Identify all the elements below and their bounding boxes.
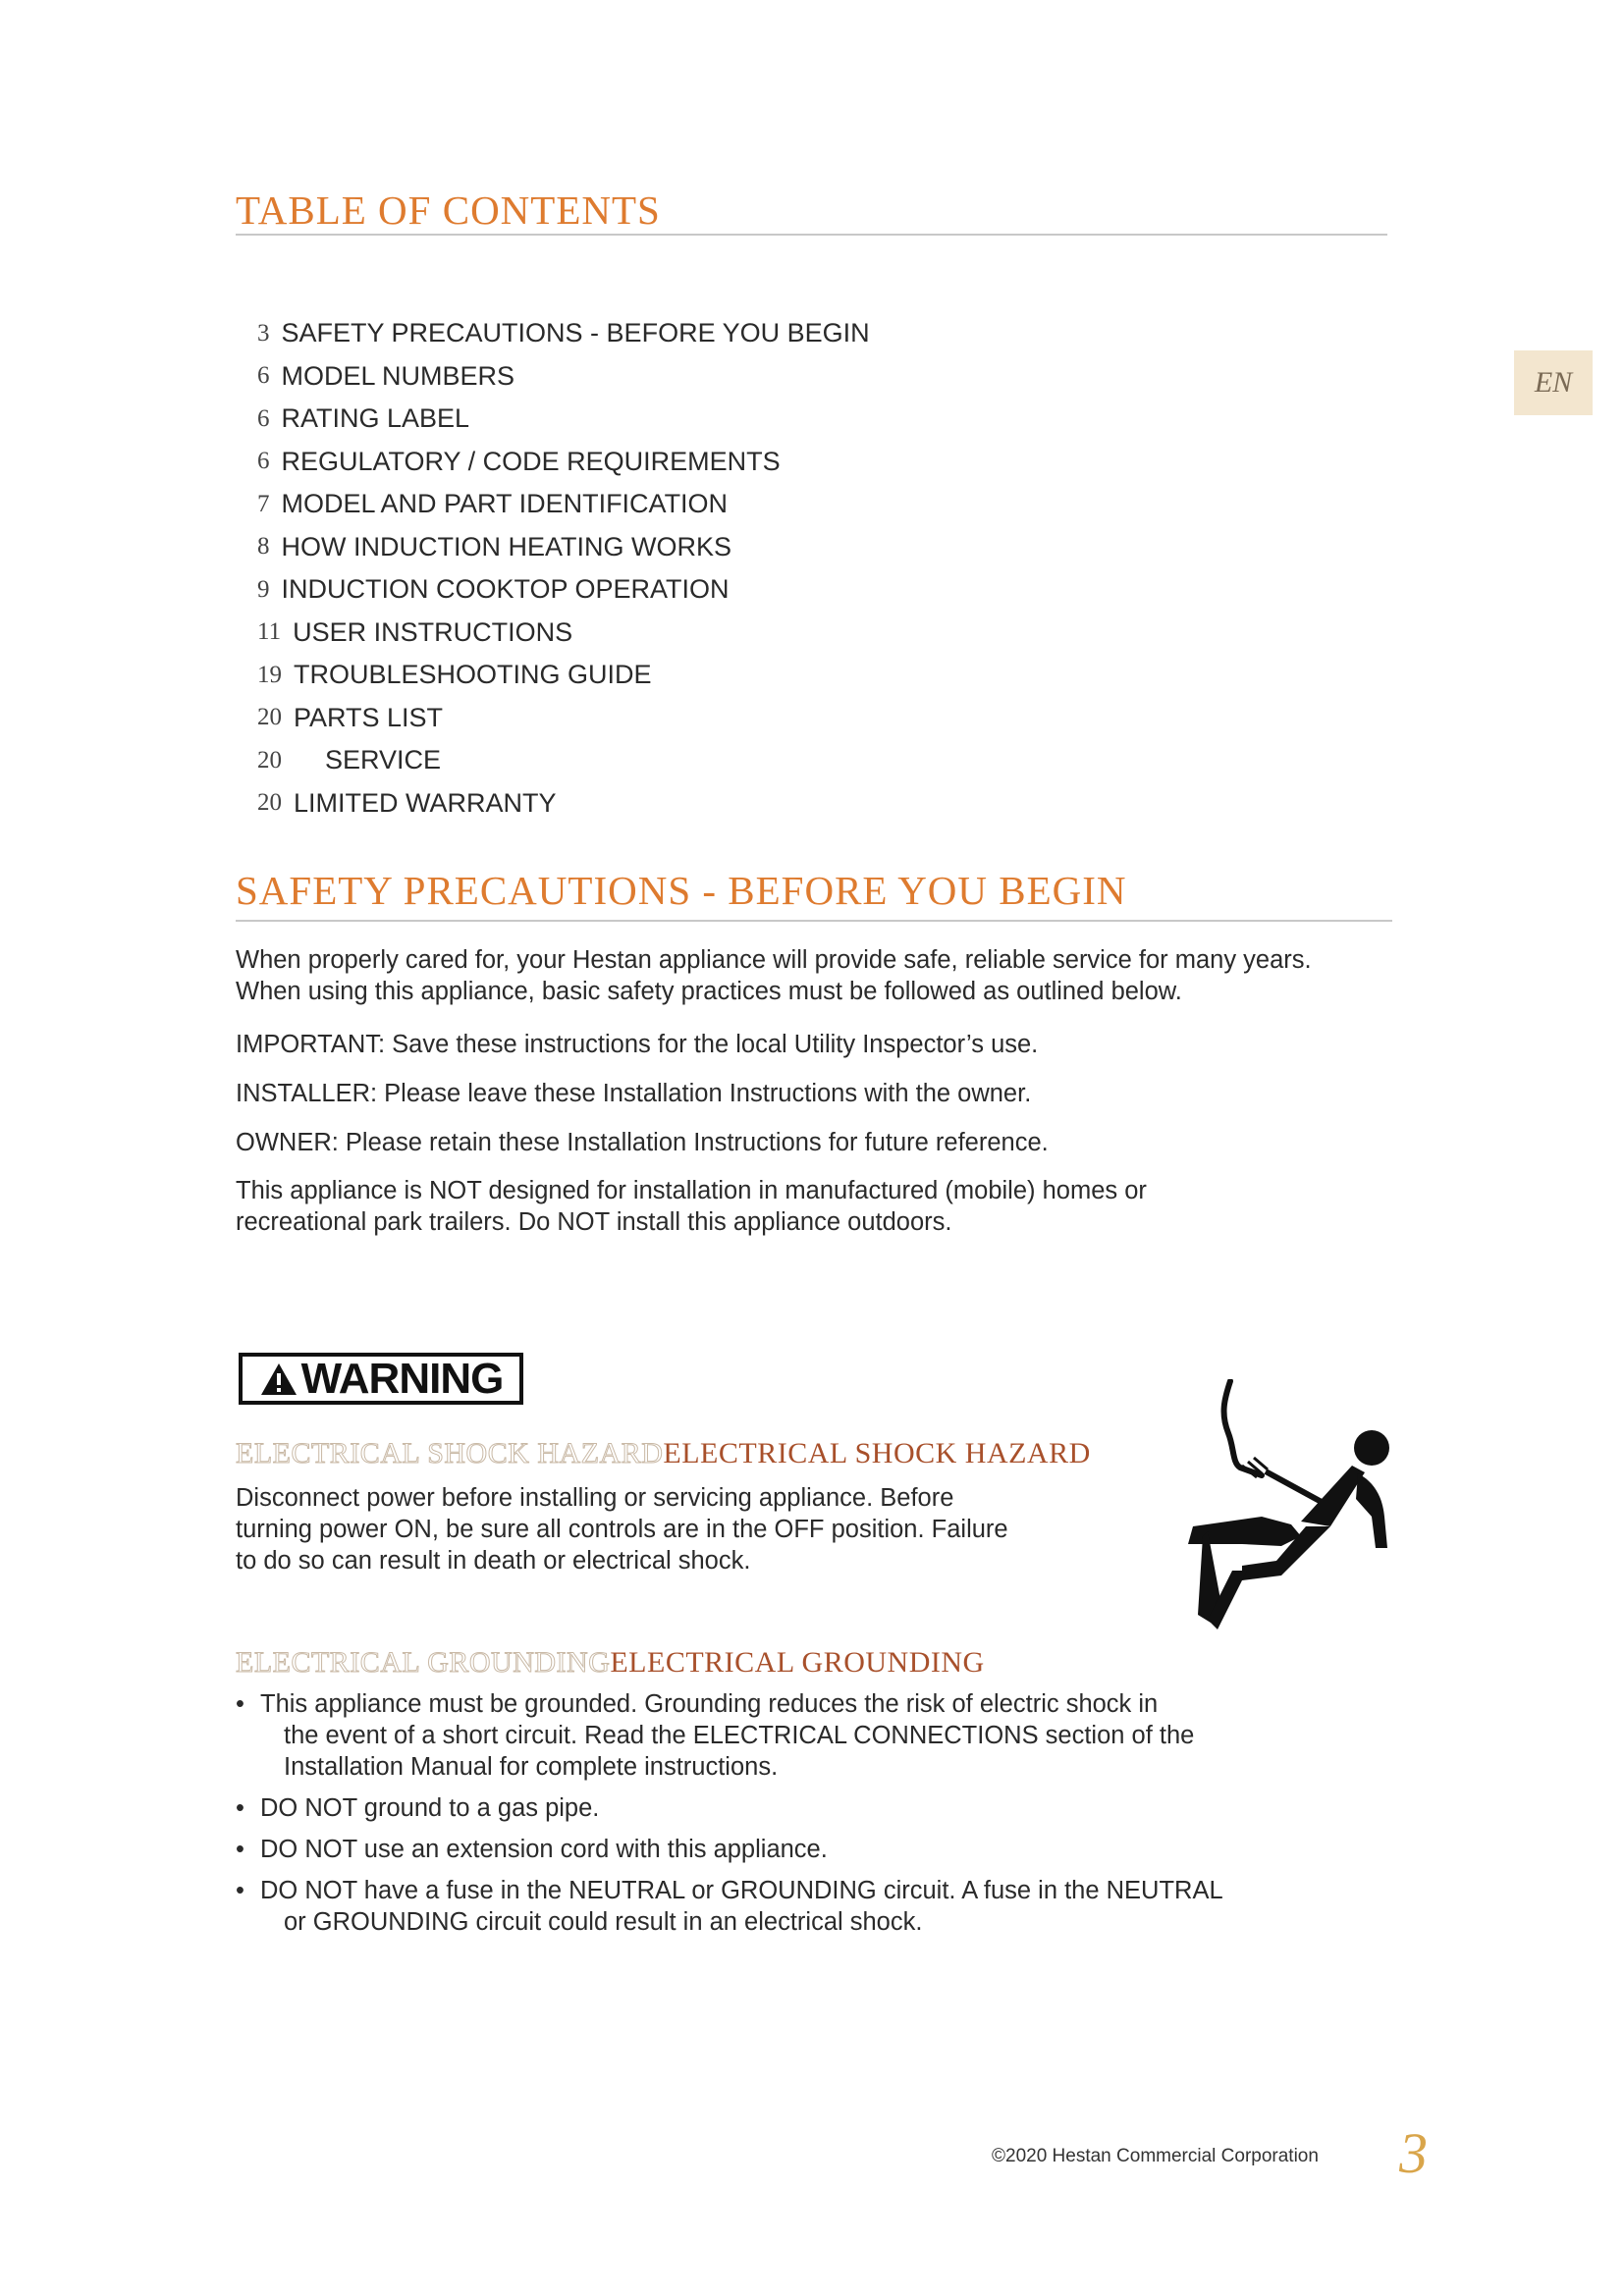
toc-item-label: USER INSTRUCTIONS bbox=[293, 616, 573, 647]
safety-heading-rule bbox=[236, 920, 1392, 922]
toc-item-label: TROUBLESHOOTING GUIDE bbox=[294, 660, 652, 690]
grounding-heading bbox=[236, 1646, 985, 1680]
toc-item-page: 11 bbox=[257, 618, 282, 646]
toc-item[interactable] bbox=[257, 483, 1043, 526]
shock-hazard-heading bbox=[236, 1437, 1091, 1470]
bullet-text: DO NOT use an extension cord with this appliance. bbox=[260, 1836, 828, 1863]
toc-item-label: LIMITED WARRANTY bbox=[294, 787, 557, 818]
toc-item-page: 9 bbox=[257, 575, 270, 603]
grounding-ghost-title: ELECTRICAL GROUNDING bbox=[236, 1646, 611, 1679]
electric-shock-icon bbox=[1183, 1379, 1394, 1639]
toc-item[interactable] bbox=[257, 782, 1043, 826]
toc-heading: TABLE OF CONTENTS bbox=[236, 187, 661, 233]
bullet-text: DO NOT ground to a gas pipe. bbox=[260, 1794, 600, 1822]
mobile-home-note: This appliance is NOT designed for installation in manufactured (mobile) homes or recreational park trailers. Do NOT install this appliance outdoors. bbox=[236, 1177, 1147, 1236]
toc-list bbox=[257, 312, 1043, 825]
language-tab[interactable]: EN bbox=[1514, 350, 1593, 415]
list-item bbox=[236, 1688, 1375, 1783]
toc-item-label: PARTS LIST bbox=[294, 702, 444, 732]
toc-item-page: 20 bbox=[257, 704, 282, 731]
shock-text-line: turning power ON, be sure all controls are in the OFF position. Failure bbox=[236, 1516, 1008, 1543]
toc-item-label: REGULATORY / CODE REQUIREMENTS bbox=[281, 446, 781, 476]
owner-note: OWNER: Please retain these Installation Instructions for future reference. bbox=[236, 1129, 1049, 1156]
toc-item[interactable] bbox=[257, 697, 1043, 740]
toc-item-label: MODEL AND PART IDENTIFICATION bbox=[281, 489, 729, 519]
list-item bbox=[236, 1792, 1375, 1824]
grounding-title: ELECTRICAL GROUNDING bbox=[610, 1646, 985, 1679]
toc-item[interactable] bbox=[257, 568, 1043, 612]
list-item bbox=[236, 1875, 1375, 1938]
toc-item[interactable] bbox=[257, 612, 1043, 655]
toc-item-label: MODEL NUMBERS bbox=[281, 360, 515, 391]
bullet-text: the event of a short circuit. Read the ELECTRICAL CONNECTIONS section of the bbox=[284, 1722, 1195, 1749]
installer-note: INSTALLER: Please leave these Installation Instructions with the owner. bbox=[236, 1080, 1032, 1107]
toc-item-page: 7 bbox=[257, 490, 270, 517]
shock-text-line: to do so can result in death or electrical shock. bbox=[236, 1547, 751, 1575]
toc-item[interactable] bbox=[257, 441, 1043, 484]
toc-item-page: 19 bbox=[257, 661, 282, 688]
toc-item-page: 20 bbox=[257, 746, 282, 774]
toc-item-label: RATING LABEL bbox=[281, 403, 470, 434]
important-note: IMPORTANT: Save these instructions for the local Utility Inspector’s use. bbox=[236, 1031, 1039, 1058]
toc-item-label: HOW INDUCTION HEATING WORKS bbox=[281, 531, 731, 561]
toc-item-page: 8 bbox=[257, 533, 270, 561]
list-item bbox=[236, 1834, 1375, 1865]
toc-item-page: 6 bbox=[257, 404, 270, 432]
toc-item-label: SAFETY PRECAUTIONS - BEFORE YOU BEGIN bbox=[281, 318, 870, 348]
toc-item-page: 20 bbox=[257, 789, 282, 817]
toc-item[interactable] bbox=[257, 398, 1043, 441]
toc-item[interactable] bbox=[257, 312, 1043, 355]
toc-item[interactable] bbox=[257, 739, 1043, 782]
bullet-text: DO NOT have a fuse in the NEUTRAL or GROUNDING circuit. A fuse in the NEUTRAL bbox=[260, 1877, 1223, 1904]
footer-copyright: ©2020 Hestan Commercial Corporation bbox=[992, 2146, 1319, 2166]
shock-hazard-ghost-title: ELECTRICAL SHOCK HAZARD bbox=[236, 1437, 664, 1469]
safety-intro-paragraph: When properly cared for, your Hestan appliance will provide safe, reliable service for many years. When using this appliance, basic safety practices must be followed as outlined below. bbox=[236, 946, 1312, 1005]
warning-badge bbox=[239, 1353, 523, 1405]
shock-text-line: Disconnect power before installing or servicing appliance. Before bbox=[236, 1484, 954, 1512]
bullet-text: Installation Manual for complete instructions. bbox=[284, 1753, 779, 1781]
toc-heading-rule bbox=[236, 234, 1387, 236]
bullet-text: or GROUNDING circuit could result in an electrical shock. bbox=[284, 1908, 923, 1936]
safety-heading: SAFETY PRECAUTIONS - BEFORE YOU BEGIN bbox=[236, 868, 1127, 913]
toc-item-label: INDUCTION COOKTOP OPERATION bbox=[281, 574, 730, 605]
warning-triangle-icon bbox=[259, 1362, 298, 1397]
toc-item-label: SERVICE bbox=[325, 745, 442, 775]
grounding-bullet-list bbox=[236, 1688, 1375, 1948]
toc-item-page: 6 bbox=[257, 448, 270, 475]
page-number: 3 bbox=[1399, 2121, 1428, 2185]
toc-item[interactable] bbox=[257, 355, 1043, 399]
bullet-text: This appliance must be grounded. Grounding reduces the risk of electric shock in bbox=[260, 1690, 1159, 1718]
toc-item-page: 3 bbox=[257, 319, 270, 347]
toc-item[interactable] bbox=[257, 526, 1043, 569]
warning-label: WARNING bbox=[300, 1354, 504, 1403]
toc-item-page: 6 bbox=[257, 362, 270, 390]
shock-hazard-title: ELECTRICAL SHOCK HAZARD bbox=[663, 1437, 1091, 1469]
toc-item[interactable] bbox=[257, 654, 1043, 697]
